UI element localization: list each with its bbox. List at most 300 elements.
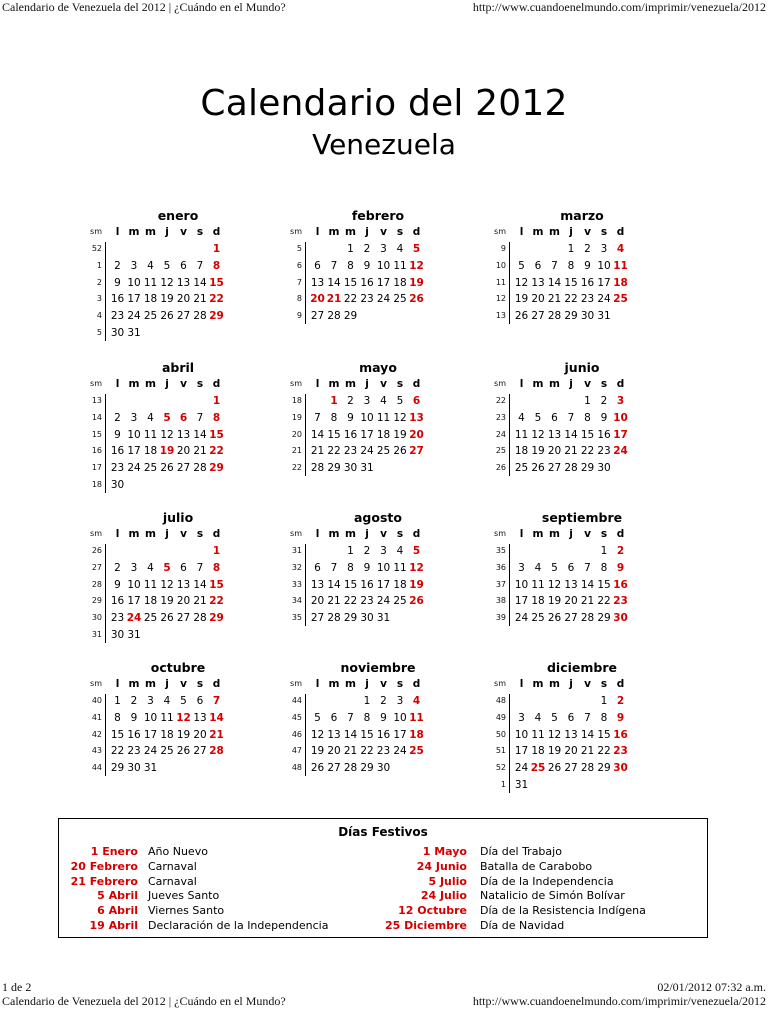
day-cell: 6 [567, 561, 575, 574]
weekday-label: l [519, 528, 524, 540]
day-cell: 17 [127, 293, 141, 306]
week-number: 45 [291, 712, 302, 722]
day-cell: 24 [143, 745, 158, 758]
week-number: 13 [495, 311, 506, 321]
month-agosto [288, 510, 448, 627]
day-cell: 17 [360, 428, 374, 441]
day-cell: 22 [580, 445, 595, 458]
holiday-row [359, 919, 699, 934]
day-cell: 23 [360, 595, 374, 608]
day-cell: 5 [314, 711, 321, 724]
weekday-label: v [180, 678, 187, 690]
holiday-name: Carnaval [148, 874, 197, 888]
day-cell: 20 [193, 728, 207, 741]
day-cell: 4 [396, 545, 404, 557]
weekday-label: j [569, 678, 573, 690]
week-row [288, 393, 448, 409]
week-number-header: sm [90, 379, 102, 388]
day-cell: 25 [160, 745, 174, 758]
week-number: 6 [296, 260, 302, 270]
day-cell: 19 [393, 428, 407, 441]
weekday-label: v [180, 378, 187, 390]
day-cell: 24 [376, 293, 391, 306]
day-cell: 10 [393, 711, 407, 724]
week-row [288, 610, 448, 626]
week-row [288, 275, 448, 291]
week-row [492, 275, 652, 291]
week-row [88, 308, 248, 324]
day-cell: 18 [160, 728, 174, 741]
day-cell: 16 [376, 728, 391, 741]
day-cell: 28 [193, 462, 207, 475]
weekday-label: d [616, 528, 625, 540]
day-cell: 8 [347, 259, 354, 272]
month-name: enero [157, 208, 199, 223]
day-cell: 30 [110, 629, 125, 641]
day-cell: 10 [127, 276, 141, 289]
weekday-label: m [345, 226, 356, 238]
holiday-name: Declaración de la Independencia [148, 918, 329, 932]
day-cell: 7 [567, 411, 575, 424]
holiday-row [59, 860, 379, 875]
weekday-label: v [584, 678, 591, 690]
day-cell: 30 [613, 612, 628, 625]
week-number: 18 [291, 396, 302, 405]
holiday-date: 6 Abril [97, 904, 138, 918]
day-cell: 28 [209, 745, 224, 758]
day-cell: 20 [176, 595, 191, 608]
day-cell: 13 [193, 711, 207, 724]
week-number: 10 [495, 260, 506, 270]
day-cell: 1 [212, 395, 221, 407]
month-abril [88, 360, 248, 494]
day-cell: 28 [327, 310, 341, 323]
day-cell: 15 [343, 276, 358, 289]
week-number: 17 [91, 463, 102, 473]
day-cell: 22 [343, 293, 358, 306]
day-cell: 23 [343, 445, 358, 458]
weekday-label: d [616, 226, 625, 238]
weekday-label: v [180, 226, 187, 238]
day-cell: 4 [534, 711, 542, 724]
day-cell: 13 [176, 428, 191, 441]
weekday-label: j [365, 378, 369, 390]
month-name: julio [162, 510, 194, 525]
day-cell: 13 [409, 411, 424, 424]
day-cell: 11 [376, 411, 391, 424]
day-cell: 21 [580, 745, 595, 758]
holiday-date: 1 Enero [90, 845, 138, 858]
day-cell: 16 [110, 445, 125, 458]
weekday-label: j [365, 226, 369, 238]
week-row [88, 291, 248, 307]
day-cell: 16 [127, 728, 141, 741]
month-mayo [288, 360, 448, 477]
week-number: 48 [291, 763, 302, 773]
day-cell: 19 [159, 445, 175, 458]
day-cell: 14 [327, 276, 341, 289]
day-cell: 25 [514, 462, 529, 475]
day-cell: 23 [597, 445, 611, 458]
day-cell: 11 [613, 259, 628, 272]
day-cell: 11 [143, 578, 158, 591]
day-cell: 21 [193, 445, 207, 458]
day-cell: 16 [110, 595, 125, 608]
week-row [288, 427, 448, 443]
day-cell: 2 [584, 243, 591, 255]
day-cell: 26 [160, 612, 174, 625]
day-cell: 14 [580, 578, 595, 591]
day-cell: 18 [613, 276, 628, 289]
day-cell: 29 [343, 612, 358, 625]
weekday-label: l [519, 378, 524, 390]
week-number: 20 [291, 429, 302, 439]
day-cell: 5 [163, 259, 171, 272]
day-cell: 2 [114, 259, 121, 272]
day-cell: 12 [310, 728, 325, 741]
week-row [288, 291, 448, 307]
day-cell: 12 [176, 711, 191, 724]
day-cell: 17 [376, 276, 391, 289]
week-number: 15 [91, 429, 102, 439]
day-cell: 31 [376, 612, 391, 625]
day-cell: 20 [547, 445, 562, 458]
day-cell: 26 [531, 462, 545, 475]
day-cell: 9 [114, 578, 121, 591]
week-row [492, 241, 652, 257]
day-cell: 21 [580, 595, 595, 608]
holiday-row [359, 904, 699, 919]
week-number-header: sm [290, 227, 302, 236]
weekday-header [88, 376, 248, 392]
day-cell: 7 [551, 259, 558, 272]
day-cell: 22 [564, 293, 578, 306]
day-cell: 30 [376, 762, 391, 775]
day-cell: 12 [160, 428, 174, 441]
day-cell: 27 [531, 310, 545, 323]
month-name: mayo [359, 360, 397, 375]
week-row [492, 443, 652, 459]
weekday-label: s [600, 378, 608, 390]
week-row [288, 308, 448, 324]
day-cell: 31 [597, 310, 611, 323]
day-cell: 11 [393, 561, 407, 574]
weekday-label: s [600, 226, 608, 238]
month-name: noviembre [340, 660, 416, 675]
day-cell: 23 [110, 612, 125, 625]
day-cell: 10 [613, 411, 628, 424]
week-number-header: sm [90, 679, 102, 688]
day-cell: 21 [326, 293, 342, 306]
week-number-header: sm [290, 679, 302, 688]
day-cell: 15 [110, 728, 125, 741]
weekday-label: l [315, 678, 320, 690]
weekday-header [88, 224, 248, 240]
week-number-header: sm [90, 227, 102, 236]
month-septiembre [492, 510, 652, 627]
week-row [492, 760, 652, 776]
week-number: 7 [296, 277, 302, 287]
weekday-label: v [584, 528, 591, 540]
week-number: 46 [291, 729, 302, 739]
day-cell: 20 [310, 595, 325, 608]
day-cell: 7 [196, 259, 204, 272]
week-row [492, 593, 652, 609]
week-number: 36 [495, 562, 506, 572]
week-number: 51 [495, 746, 506, 756]
day-cell: 20 [327, 745, 341, 758]
day-cell: 26 [547, 762, 562, 775]
day-cell: 28 [564, 462, 578, 475]
holidays-box [58, 818, 708, 938]
holiday-name: Natalicio de Simón Bolívar [480, 889, 625, 903]
day-cell: 11 [143, 428, 158, 441]
day-cell: 2 [347, 395, 354, 407]
day-cell: 5 [180, 695, 187, 707]
month-name: febrero [351, 208, 405, 223]
day-cell: 13 [176, 276, 191, 289]
week-row [88, 477, 248, 493]
week-number: 32 [291, 562, 302, 572]
day-cell: 12 [409, 259, 424, 272]
day-cell: 28 [547, 310, 562, 323]
weekday-label: d [212, 378, 221, 390]
day-cell: 5 [551, 561, 558, 574]
day-cell: 9 [380, 711, 387, 724]
month-name: diciembre [546, 660, 618, 675]
day-cell: 3 [363, 395, 371, 407]
week-row [88, 760, 248, 776]
holiday-date: 5 Abril [97, 889, 138, 903]
week-number: 16 [91, 446, 102, 456]
week-row [492, 727, 652, 743]
day-cell: 24 [514, 762, 529, 775]
week-row [492, 560, 652, 576]
day-cell: 2 [616, 545, 625, 557]
weekday-header [288, 224, 448, 240]
day-cell: 1 [212, 545, 221, 557]
day-cell: 12 [531, 428, 545, 441]
day-cell: 23 [376, 745, 391, 758]
week-row [492, 777, 652, 793]
day-cell: 3 [380, 545, 387, 557]
week-row [88, 727, 248, 743]
weekday-label: m [328, 226, 340, 238]
month-name: marzo [560, 208, 604, 223]
day-cell: 8 [347, 561, 354, 574]
day-cell: 21 [310, 445, 325, 458]
day-cell: 17 [127, 445, 141, 458]
day-cell: 2 [363, 243, 371, 255]
day-cell: 6 [330, 711, 338, 724]
month-octubre [88, 660, 248, 777]
week-number-header: sm [290, 379, 302, 388]
day-cell: 4 [534, 561, 542, 574]
week-row [88, 410, 248, 426]
weekday-label: v [180, 528, 187, 540]
day-cell: 23 [613, 745, 628, 758]
print-footer-page: 1 de 2 [2, 980, 32, 994]
day-cell: 19 [160, 293, 174, 306]
day-cell: 6 [196, 695, 204, 707]
day-cell: 14 [193, 578, 207, 591]
week-row [492, 710, 652, 726]
week-number-header: sm [494, 679, 506, 688]
day-cell: 2 [363, 545, 371, 557]
day-cell: 9 [363, 259, 371, 272]
holidays-title: Días Festivos [338, 825, 428, 839]
weekday-header [492, 224, 652, 240]
day-cell: 17 [613, 428, 628, 441]
day-cell: 9 [363, 561, 371, 574]
day-cell: 4 [518, 411, 525, 424]
day-cell: 15 [209, 428, 224, 441]
weekday-label: d [616, 378, 625, 390]
day-cell: 11 [160, 711, 174, 724]
week-row [492, 258, 652, 274]
week-row [88, 393, 248, 409]
weekday-label: m [532, 528, 544, 540]
week-number: 41 [91, 712, 102, 722]
day-cell: 22 [110, 745, 125, 758]
day-cell: 17 [597, 276, 611, 289]
week-number: 5 [296, 244, 302, 253]
day-cell: 20 [564, 595, 578, 608]
week-row [288, 543, 448, 559]
month-marzo [492, 208, 652, 325]
weekday-label: m [128, 528, 140, 540]
holiday-name: Día de Navidad [480, 918, 565, 932]
day-cell: 27 [564, 612, 578, 625]
day-cell: 10 [127, 428, 141, 441]
day-cell: 28 [343, 762, 358, 775]
weekday-label: s [600, 678, 608, 690]
day-cell: 19 [409, 578, 424, 591]
day-cell: 7 [212, 695, 221, 707]
week-row [88, 710, 248, 726]
week-row [492, 291, 652, 307]
week-number: 14 [91, 412, 102, 422]
week-row [88, 610, 248, 626]
day-cell: 16 [597, 428, 611, 441]
weekday-label: l [115, 378, 120, 390]
day-cell: 25 [531, 612, 545, 625]
day-cell: 29 [327, 462, 341, 475]
day-cell: 3 [518, 561, 525, 574]
day-cell: 25 [613, 293, 628, 306]
day-cell: 15 [343, 578, 358, 591]
day-cell: 1 [347, 545, 354, 557]
weekday-label: m [128, 226, 140, 238]
day-cell: 4 [147, 561, 154, 574]
day-cell: 21 [564, 445, 578, 458]
weekday-label: j [569, 378, 573, 390]
weekday-label: s [396, 378, 404, 390]
day-cell: 21 [193, 293, 207, 306]
weekday-label: l [315, 226, 320, 238]
week-number: 52 [495, 763, 506, 773]
day-cell: 25 [376, 445, 391, 458]
week-row [288, 258, 448, 274]
day-cell: 16 [343, 428, 358, 441]
day-cell: 7 [330, 561, 338, 574]
weekday-label: m [532, 378, 544, 390]
day-cell: 19 [531, 445, 545, 458]
week-number: 49 [495, 712, 506, 722]
day-cell: 18 [531, 595, 545, 608]
day-cell: 30 [343, 462, 358, 475]
print-footer-datetime: 02/01/2012 07:32 a.m. [657, 980, 766, 994]
day-cell: 24 [126, 612, 142, 625]
week-number: 2 [96, 277, 102, 287]
week-number: 21 [291, 446, 302, 456]
week-row [288, 241, 448, 257]
holiday-date: 12 Octubre [398, 904, 467, 918]
weekday-label: l [519, 226, 524, 238]
weekday-header [88, 676, 248, 692]
week-number: 1 [96, 260, 102, 270]
holiday-row [59, 904, 379, 919]
day-cell: 9 [616, 561, 625, 574]
day-cell: 2 [380, 695, 387, 707]
weekday-header [492, 376, 652, 392]
week-number: 18 [91, 480, 102, 489]
holidays-right-column [359, 845, 699, 934]
weekday-label: m [328, 678, 340, 690]
day-cell: 21 [343, 745, 358, 758]
day-cell: 13 [310, 276, 325, 289]
day-cell: 29 [110, 762, 125, 775]
holiday-row [359, 860, 699, 875]
day-cell: 13 [564, 728, 578, 741]
day-cell: 29 [209, 310, 224, 323]
day-cell: 17 [143, 728, 158, 741]
week-number: 31 [91, 630, 102, 639]
day-cell: 28 [327, 612, 341, 625]
day-cell: 3 [396, 695, 404, 707]
day-cell: 31 [127, 629, 141, 641]
weekday-label: v [380, 226, 387, 238]
day-cell: 10 [360, 411, 374, 424]
weekday-label: d [212, 678, 221, 690]
weekday-label: j [165, 226, 169, 238]
week-row [492, 543, 652, 559]
weekday-label: s [196, 378, 204, 390]
day-cell: 28 [310, 462, 325, 475]
weekday-label: m [345, 378, 356, 390]
day-cell: 19 [176, 728, 191, 741]
day-cell: 19 [547, 595, 562, 608]
holiday-date: 19 Abril [89, 918, 138, 932]
week-row [88, 443, 248, 459]
week-row [88, 593, 248, 609]
day-cell: 6 [551, 411, 558, 424]
week-row [288, 460, 448, 476]
day-cell: 26 [409, 595, 424, 608]
weekday-header [492, 676, 652, 692]
week-number: 19 [291, 412, 302, 422]
day-cell: 21 [547, 293, 562, 306]
day-cell: 27 [409, 445, 424, 458]
day-cell: 6 [534, 259, 542, 272]
day-cell: 5 [163, 411, 171, 424]
week-row [88, 241, 248, 257]
day-cell: 27 [176, 462, 191, 475]
day-cell: 8 [600, 711, 608, 724]
day-cell: 14 [327, 578, 341, 591]
holiday-row [59, 919, 379, 934]
weekday-label: l [115, 678, 120, 690]
